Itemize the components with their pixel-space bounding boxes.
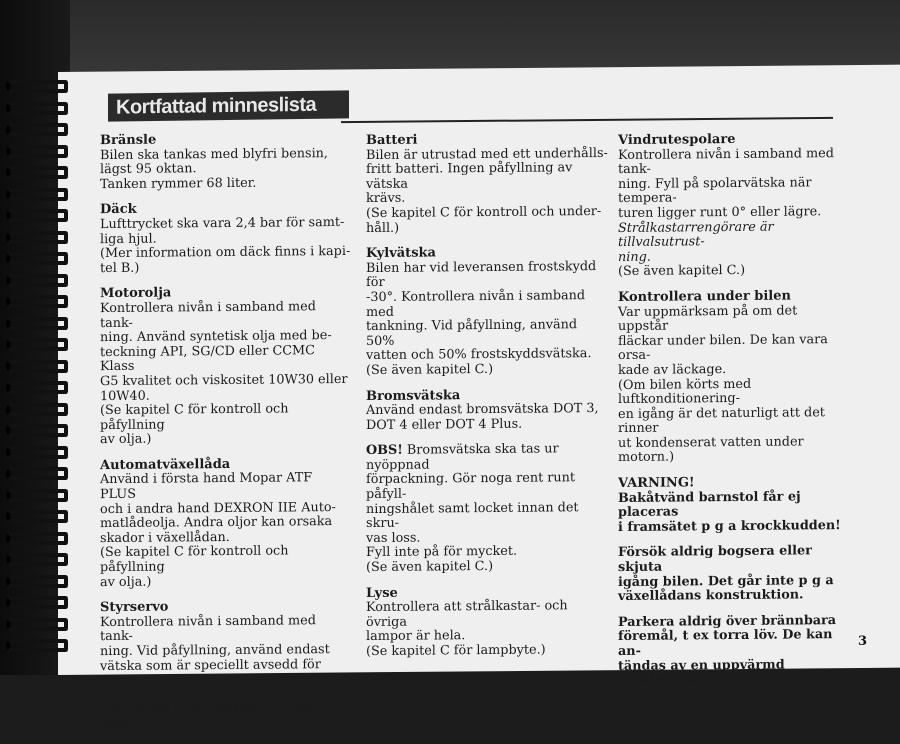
spiral-ring [6, 123, 68, 136]
spiral-ring [6, 80, 68, 93]
section-heading: Kylvätska [366, 245, 436, 262]
section [366, 132, 609, 236]
spiral-ring [6, 618, 68, 631]
text-line: Försök aldrig bogsera eller skjuta [618, 543, 812, 576]
text-line: Fyll inte på för mycket. [366, 544, 518, 561]
text-line: i framsätet p g a krockkudden! [618, 517, 841, 535]
section-heading: Bränsle [100, 132, 157, 149]
obs-label: OBS! [366, 443, 403, 459]
text-line: lampor är hela. [366, 628, 466, 645]
section [100, 599, 352, 733]
text-line: ning.) [100, 716, 138, 733]
text-line: Var uppmärksam på om det uppstår [618, 302, 798, 335]
section [100, 201, 352, 276]
section-heading: VARNING! [618, 475, 695, 492]
text-line: ning. Vid påfyllning, använd endast [100, 642, 330, 660]
text-line: tel B.) [100, 260, 140, 276]
section-heading: Styrservo [100, 599, 169, 616]
text-line: tankning. Vid påfyllning, använd 50% [366, 317, 578, 349]
spiral-ring [6, 166, 68, 179]
spiral-ring [6, 510, 68, 523]
text-line: ut kondenserat vatten under motorn.) [618, 434, 804, 466]
page-number: 3 [858, 634, 868, 649]
section-heading: Kontrollera under bilen [618, 288, 791, 305]
section-heading: Motorolja [100, 285, 172, 302]
text-line: Kontrollera nivån i samband med tank- [100, 299, 316, 331]
section-heading: Lyse [366, 585, 398, 601]
spiral-ring [6, 338, 68, 351]
text-line: (Mer information om däck finns i kapi- [100, 244, 351, 262]
text-line: ning. [618, 249, 651, 265]
text-line: Kontrollera nivån i samband med tank- [100, 613, 316, 645]
section-heading: Däck [100, 202, 137, 218]
spiral-ring [6, 596, 68, 609]
text-line: fritt batteri. Ingen påfyllning av vätska [366, 160, 573, 192]
text-line: Bilen har vid leveransen frostskydd för [366, 258, 597, 291]
spiral-ring [6, 209, 68, 222]
section-heading: Vindrutespolare [618, 131, 736, 149]
spiral-ring [6, 403, 68, 416]
text-line: förpackning. Gör noga rent runt påfyll- [366, 470, 576, 503]
text-line: lägst 95 oktan. [100, 161, 197, 178]
text-line: servo. [100, 687, 140, 703]
text-line: (Se även kapitel C.) [618, 263, 746, 280]
spiral-ring [6, 575, 68, 588]
spiral-binding [6, 80, 76, 670]
text-line: Använd i första hand Mopar ATF PLUS [100, 470, 313, 503]
spiral-ring [6, 532, 68, 545]
spiral-ring [6, 446, 68, 459]
text-line: Kontrollera nivån i samband med tank- [618, 145, 834, 178]
section [618, 289, 850, 466]
text-line: tändas av en uppvärmd katalysator. [618, 657, 785, 689]
section [366, 387, 609, 433]
spiral-ring [6, 274, 68, 287]
spiral-ring [6, 489, 68, 502]
section [618, 614, 850, 689]
text-line: (Om bilen körts med luftkonditionering- [618, 376, 752, 408]
spiral-ring [6, 102, 68, 115]
section [366, 585, 609, 660]
text-line: (Se även kapitel C.) [366, 361, 494, 378]
text-line: växellådans konstruktion. [618, 587, 804, 605]
spiral-ring [6, 317, 68, 330]
column-3 [618, 132, 850, 700]
text-line: igång bilen. Det går inte p g a [618, 572, 834, 590]
spiral-ring [6, 188, 68, 201]
text-line: föremål, t ex torra löv. De kan an- [618, 627, 833, 660]
text-line: liga hjul. [100, 231, 157, 247]
text-line: DOT 4 eller DOT 4 Plus. [366, 416, 523, 433]
section [618, 475, 850, 535]
text-line: och i andra hand DEXRON IIE Auto- [100, 499, 336, 517]
text-line: håll.) [366, 220, 400, 236]
text-line: matlådeolja. Andra oljor kan orsaka [100, 514, 333, 532]
text-line: G5 kvalitet och viskositet 10W30 eller [100, 371, 348, 390]
text-line: turen ligger runt 0° eller lägre. [618, 204, 822, 221]
text-line: teckning API, SG/CD eller CCMC Klass [100, 342, 315, 375]
text-line: -30°. Kontrollera nivån i samband med [366, 288, 586, 320]
spiral-ring [6, 639, 68, 652]
text-line: vas loss. [366, 530, 421, 546]
text-line: krävs. [366, 191, 406, 207]
text-line: (Se kapitel C för kontroll och påfyllning [100, 543, 289, 576]
section-heading: Batteri [366, 132, 418, 149]
section-heading: Automatväxellåda [100, 456, 231, 473]
spiral-ring [6, 295, 68, 308]
text-line: Bakåtvänd barnstol får ej placeras [618, 489, 801, 521]
text-line: Tanken rymmer 68 liter. [100, 175, 257, 192]
section-heading: Bromsvätska [366, 387, 461, 404]
text-line: fläckar under bilen. De kan vara orsa- [618, 331, 828, 364]
text-line: av olja.) [100, 574, 152, 590]
spiral-ring [6, 360, 68, 373]
text-line: av olja.) [100, 431, 152, 448]
section [100, 457, 352, 591]
spiral-ring [6, 553, 68, 566]
text-line: Lufttrycket ska vara 2,4 bar för samt- [100, 214, 345, 233]
text-line: Strålkastarrengörare är tillvalsutrust- [618, 219, 774, 251]
text-line: en igång är det naturligt att det rinner [618, 404, 825, 437]
text-line: ning. Fyll på spolarvätska när tempera- [618, 175, 812, 207]
spiral-ring [6, 381, 68, 394]
text-line: (Se kapitel C för kontroll och under- [366, 203, 602, 222]
text-line: Kontrollera att strålkastar- och övriga [366, 598, 568, 630]
text-line: vatten och 50% frostskyddsvätska. [366, 346, 592, 364]
text-line: 10W40. [100, 388, 150, 404]
section [366, 442, 609, 575]
text-line: (Se kapitel C för kontroll och påfyll- [100, 700, 333, 718]
text-line: OBS! Bromsvätska ska tas ur nyöppnad [366, 441, 559, 473]
column-2 [366, 132, 609, 671]
spiral-ring [6, 252, 68, 265]
section [618, 132, 850, 280]
text-line: kade av läckage. [618, 361, 727, 378]
text-line: ning. Använd syntetisk olja med be- [100, 328, 332, 346]
section [618, 544, 850, 604]
section [100, 285, 352, 448]
text-line: ningshålet samt locket innan det skru- [366, 499, 579, 532]
text-line: vätska som är speciellt avsedd för styr- [100, 656, 321, 689]
spiral-ring [6, 467, 68, 480]
text-line: Använd endast bromsvätska DOT 3, [366, 401, 599, 419]
section [100, 132, 352, 193]
text-line: Bilen är utrustad med ett underhålls- [366, 145, 608, 163]
column-1 [100, 132, 352, 744]
section [366, 245, 609, 378]
text-line: skador i växellådan. [100, 529, 230, 546]
page-title: Kortfattad minneslista [108, 90, 349, 121]
text-line: (Se kapitel C för kontroll och påfyllning [100, 401, 289, 433]
text-line: Parkera aldrig över brännbara [618, 612, 837, 630]
spiral-ring [6, 231, 68, 244]
text-line: (Se även kapitel C.) [366, 558, 494, 576]
text-line: (Se kapitel C för lampbyte.) [366, 642, 546, 660]
spiral-ring [6, 145, 68, 158]
spiral-ring [6, 424, 68, 437]
text-line: Bilen ska tankas med blyfri bensin, [100, 145, 328, 163]
